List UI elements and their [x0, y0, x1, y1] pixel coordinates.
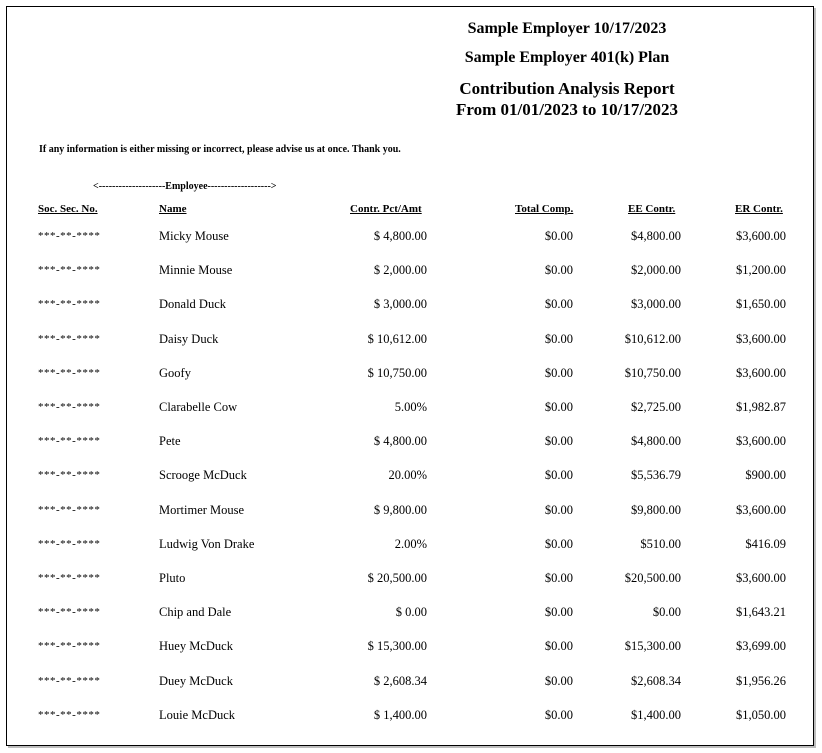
er-contr-cell: $1,050.00	[736, 707, 786, 722]
employer-date-title: Sample Employer 10/17/2023	[467, 20, 667, 37]
contr-pct-amt-cell: $ 10,612.00	[367, 331, 427, 346]
er-contr-cell: $416.09	[745, 536, 786, 551]
ssn-cell: ***-**-****	[38, 606, 101, 619]
ssn-cell: ***-**-****	[38, 435, 101, 448]
contr-pct-amt-cell: $ 2,608.34	[373, 673, 427, 688]
total-comp-cell: $0.00	[544, 673, 573, 688]
er-contr-cell: $1,956.26	[736, 673, 786, 688]
table-row	[7, 605, 813, 625]
table-row	[7, 571, 813, 591]
name-cell: Huey McDuck	[159, 639, 233, 654]
total-comp-cell: $0.00	[544, 297, 573, 312]
er-contr-cell: $1,982.87	[736, 400, 786, 414]
ee-contr-cell: $5,536.79	[631, 468, 681, 483]
table-row	[7, 434, 813, 454]
total-comp-cell: $0.00	[544, 605, 573, 620]
name-cell: Duey McDuck	[159, 673, 233, 688]
total-comp-cell: $0.00	[544, 331, 573, 346]
er-contr-cell: $900.00	[745, 468, 786, 483]
name-cell: Daisy Duck	[159, 331, 219, 346]
ssn-cell: ***-**-****	[38, 537, 101, 550]
column-header-ee-contr: EE Contr.	[628, 203, 676, 215]
table-row	[7, 468, 813, 488]
contr-pct-amt-cell: $ 2,000.00	[373, 263, 427, 278]
contr-pct-amt-cell: $ 15,300.00	[367, 639, 427, 654]
ssn-cell: ***-**-****	[38, 298, 101, 311]
date-range-title: From 01/01/2023 to 10/17/2023	[455, 100, 679, 119]
notice-text: If any information is either missing or incorrect, please advise us at once. Thank you.	[39, 144, 401, 155]
table-row	[7, 674, 813, 694]
ssn-cell: ***-**-****	[38, 572, 101, 584]
ee-contr-cell: $10,750.00	[624, 365, 681, 380]
total-comp-cell: $0.00	[544, 400, 573, 414]
ee-contr-cell: $1,400.00	[631, 707, 681, 722]
table-row	[7, 297, 813, 317]
name-cell: Chip and Dale	[159, 605, 232, 620]
ee-contr-cell: $2,608.34	[631, 673, 681, 688]
ee-contr-cell: $10,612.00	[624, 331, 681, 346]
contr-pct-amt-cell: $ 20,500.00	[367, 571, 427, 585]
ee-contr-cell: $15,300.00	[624, 639, 681, 654]
ssn-cell: ***-**-****	[38, 401, 101, 413]
ee-contr-cell: $4,800.00	[631, 229, 681, 243]
ssn-cell: ***-**-****	[38, 708, 101, 721]
ssn-cell: ***-**-****	[38, 674, 101, 687]
er-contr-cell: $3,600.00	[736, 571, 786, 585]
contr-pct-amt-cell: 20.00%	[388, 468, 427, 483]
table-row	[7, 708, 813, 728]
contr-pct-amt-cell: 2.00%	[394, 536, 427, 551]
contr-pct-amt-cell: $ 3,000.00	[373, 297, 427, 312]
ssn-cell: ***-**-****	[38, 640, 101, 653]
name-cell: Scrooge McDuck	[159, 468, 247, 483]
name-cell: Goofy	[159, 365, 191, 380]
table-row	[7, 229, 813, 249]
er-contr-cell: $3,699.00	[736, 639, 786, 654]
total-comp-cell: $0.00	[544, 365, 573, 380]
er-contr-cell: $1,650.00	[736, 297, 786, 312]
name-cell: Micky Mouse	[159, 229, 229, 243]
name-cell: Pete	[159, 434, 181, 449]
ee-contr-cell: $0.00	[652, 605, 681, 620]
employee-group-label: <--------------------Employee------------------->	[93, 181, 277, 192]
total-comp-cell: $0.00	[544, 229, 573, 243]
table-row	[7, 639, 813, 659]
ee-contr-cell: $510.00	[640, 536, 681, 551]
ee-contr-cell: $20,500.00	[624, 571, 681, 585]
column-header-er-contr: ER Contr.	[735, 203, 783, 215]
contr-pct-amt-cell: $ 9,800.00	[373, 502, 427, 517]
column-header-name: Name	[159, 203, 187, 215]
table-row	[7, 537, 813, 557]
table-row	[7, 400, 813, 420]
table-row	[7, 263, 813, 283]
name-cell: Minnie Mouse	[159, 263, 233, 278]
ee-contr-cell: $2,725.00	[631, 400, 681, 414]
er-contr-cell: $3,600.00	[736, 434, 786, 449]
name-cell: Ludwig Von Drake	[159, 536, 255, 551]
ssn-cell: ***-**-****	[38, 332, 101, 345]
column-header-total-comp: Total Comp.	[515, 203, 574, 215]
ssn-cell: ***-**-****	[38, 264, 101, 277]
ee-contr-cell: $3,000.00	[631, 297, 681, 312]
ssn-cell: ***-**-****	[38, 469, 101, 482]
report-page	[6, 6, 814, 746]
ee-contr-cell: $2,000.00	[631, 263, 681, 278]
total-comp-cell: $0.00	[544, 536, 573, 551]
contr-pct-amt-cell: $ 10,750.00	[367, 365, 427, 380]
er-contr-cell: $3,600.00	[736, 502, 786, 517]
total-comp-cell: $0.00	[544, 707, 573, 722]
total-comp-cell: $0.00	[544, 263, 573, 278]
ee-contr-cell: $9,800.00	[631, 502, 681, 517]
total-comp-cell: $0.00	[544, 468, 573, 483]
contr-pct-amt-cell: $ 4,800.00	[373, 229, 427, 243]
contr-pct-amt-cell: 5.00%	[394, 400, 427, 414]
name-cell: Pluto	[159, 571, 186, 585]
er-contr-cell: $1,643.21	[736, 605, 786, 620]
er-contr-cell: $3,600.00	[736, 229, 786, 243]
er-contr-cell: $3,600.00	[736, 365, 786, 380]
er-contr-cell: $3,600.00	[736, 331, 786, 346]
table-row	[7, 332, 813, 352]
name-cell: Louie McDuck	[159, 707, 236, 722]
ssn-cell: ***-**-****	[38, 503, 101, 516]
total-comp-cell: $0.00	[544, 639, 573, 654]
ssn-cell: ***-**-****	[38, 230, 101, 242]
table-row	[7, 503, 813, 523]
report-title: Contribution Analysis Report	[459, 79, 675, 98]
column-header-contr-pct-amt: Contr. Pct/Amt	[350, 203, 422, 215]
name-cell: Mortimer Mouse	[159, 502, 245, 517]
name-cell: Donald Duck	[159, 297, 226, 312]
contr-pct-amt-cell: $ 1,400.00	[373, 707, 427, 722]
plan-title: Sample Employer 401(k) Plan	[464, 49, 670, 66]
name-cell: Clarabelle Cow	[159, 400, 238, 414]
column-header-ssn: Soc. Sec. No.	[38, 203, 98, 215]
contr-pct-amt-cell: $ 4,800.00	[373, 434, 427, 449]
ee-contr-cell: $4,800.00	[631, 434, 681, 449]
total-comp-cell: $0.00	[544, 571, 573, 585]
er-contr-cell: $1,200.00	[736, 263, 786, 278]
total-comp-cell: $0.00	[544, 502, 573, 517]
ssn-cell: ***-**-****	[38, 366, 101, 379]
table-row	[7, 366, 813, 386]
contr-pct-amt-cell: $ 0.00	[395, 605, 427, 620]
total-comp-cell: $0.00	[544, 434, 573, 449]
